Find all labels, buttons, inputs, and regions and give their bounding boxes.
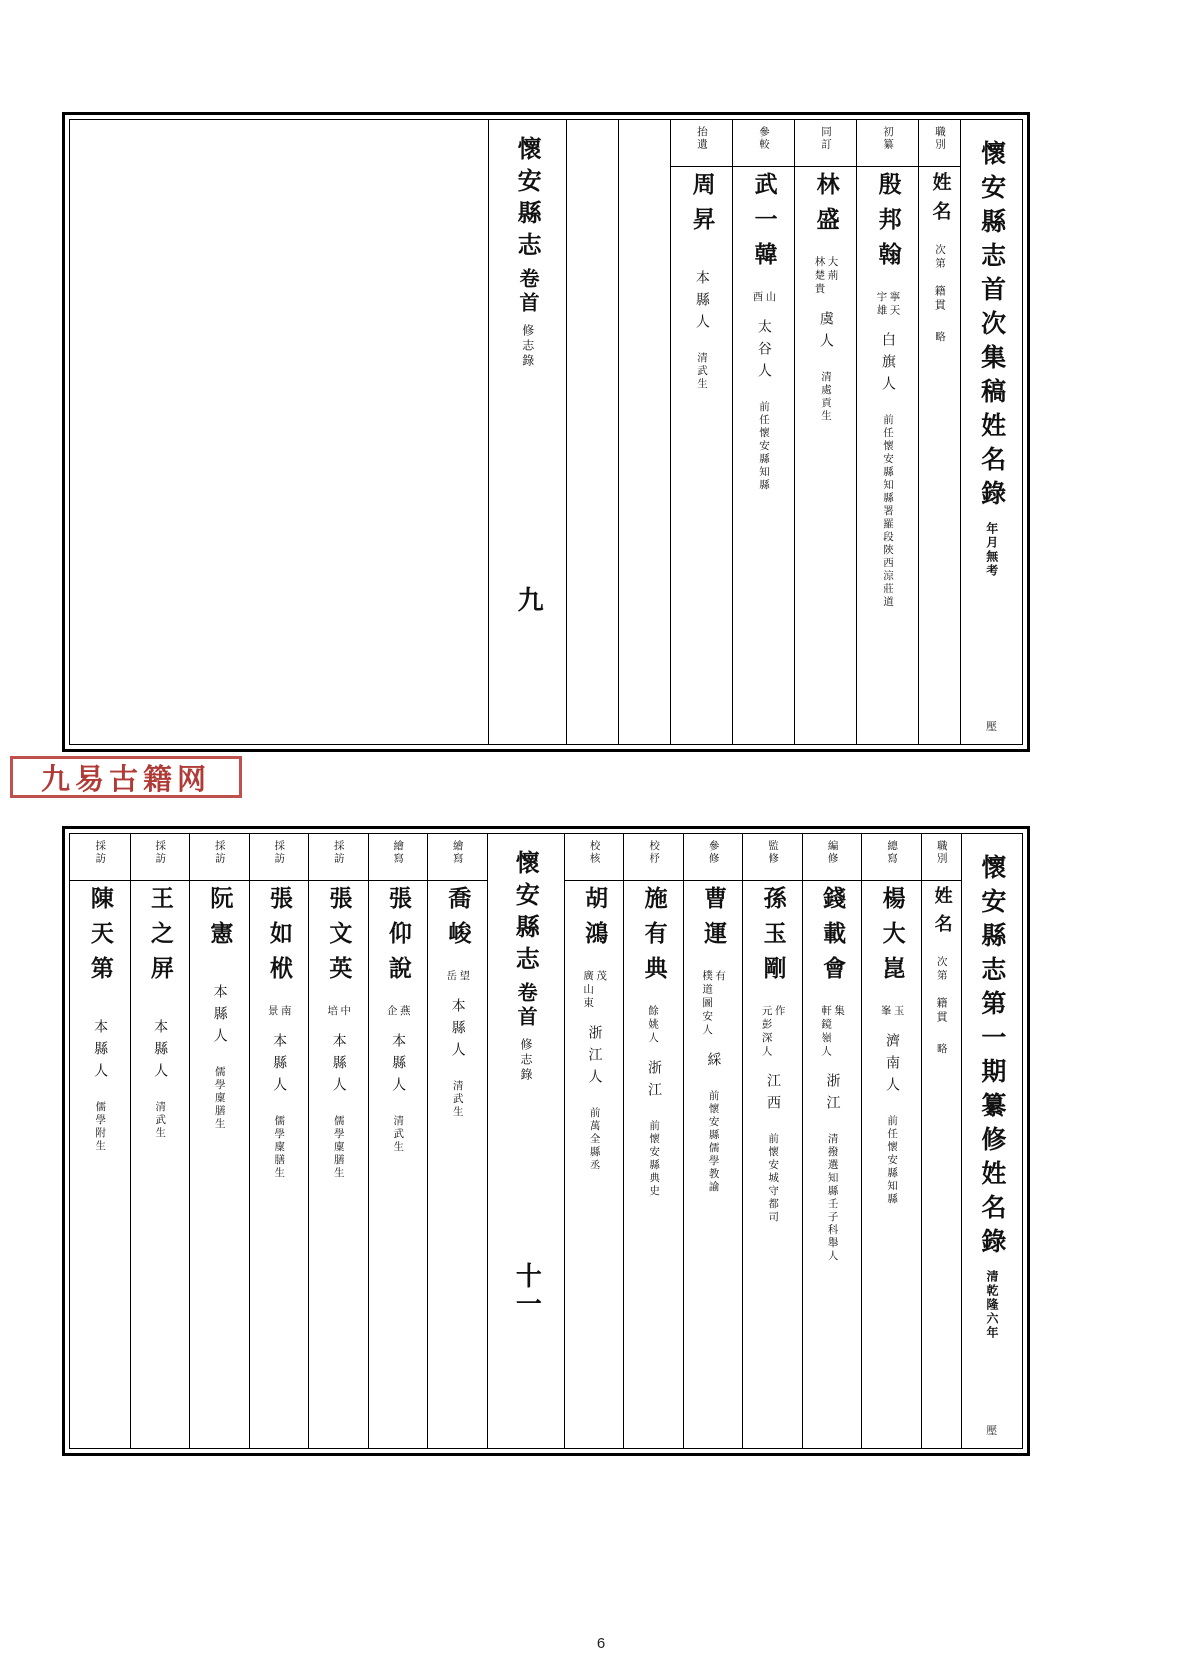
entry-note: 清武生 bbox=[451, 1079, 464, 1119]
entry-name: 喬峻 bbox=[444, 886, 472, 956]
entry-sub-right: 望 bbox=[458, 970, 471, 984]
entry-role: 監修 bbox=[767, 840, 780, 865]
entry-name: 張如栿 bbox=[265, 886, 293, 991]
entry-sub-right: 南 bbox=[279, 1005, 292, 1019]
entry-note: 前懷安縣儒學教諭 bbox=[707, 1089, 720, 1194]
entry-name: 曹運 bbox=[700, 886, 728, 956]
entry-note: 前任懷安縣知縣署羅段陝西涼莊道 bbox=[882, 414, 894, 609]
upper-entry-1 bbox=[856, 120, 918, 744]
entry-name: 楊大崑 bbox=[878, 886, 906, 991]
upper-plate-border bbox=[69, 119, 1023, 745]
legend-origin: 籍貫 bbox=[934, 997, 948, 1025]
entry-name: 周昇 bbox=[688, 172, 716, 242]
lower-entry-5 bbox=[623, 834, 683, 1448]
lower-entry-11 bbox=[189, 834, 249, 1448]
entry-sub-left: 元彭深人 bbox=[760, 1005, 773, 1059]
lower-entry-13 bbox=[70, 834, 129, 1448]
entry-role: 採訪 bbox=[213, 840, 226, 865]
lower-entry-7 bbox=[427, 834, 487, 1448]
entry-sub-left: 軒鏡嶺人 bbox=[820, 1005, 833, 1059]
spine-book-title: 懷安縣志 bbox=[511, 850, 541, 978]
entry-name: 孫玉剛 bbox=[759, 886, 787, 991]
entry-name: 胡鴻 bbox=[581, 886, 609, 956]
spine-page-label: 九 bbox=[513, 586, 544, 614]
lower-entry-2 bbox=[802, 834, 862, 1448]
entry-note: 清武生 bbox=[154, 1101, 167, 1140]
lower-plate-subtitle: 清乾隆六年 bbox=[985, 1270, 1000, 1340]
spine-page-label: 十一 bbox=[511, 1262, 542, 1318]
entry-role: 採訪 bbox=[332, 840, 345, 865]
upper-plate-legend bbox=[918, 120, 960, 744]
entry-role: 初纂 bbox=[882, 126, 894, 151]
entry-role: 總寫 bbox=[886, 840, 899, 865]
entry-role: 同訂 bbox=[820, 126, 832, 151]
legend-order: 次第 bbox=[935, 956, 948, 983]
entry-sub-left: 岳 bbox=[445, 970, 458, 984]
entry-note: 前任懷安縣知縣 bbox=[886, 1114, 899, 1206]
lower-entry-10 bbox=[249, 834, 309, 1448]
spine-section: 修志錄 bbox=[518, 1038, 533, 1083]
entry-sub-right: 作 bbox=[773, 1005, 786, 1019]
entry-origin: 浙江 bbox=[645, 1059, 662, 1104]
upper-entry-2 bbox=[794, 120, 856, 744]
entry-name: 錢載會 bbox=[819, 886, 847, 991]
entry-note: 儒學廩膳生 bbox=[213, 1066, 226, 1131]
entry-note: 前懷安縣典史 bbox=[648, 1119, 661, 1198]
entry-sub-left: 企 bbox=[385, 1005, 398, 1019]
folio-number: 6 bbox=[596, 1635, 606, 1652]
entry-sub-right: 集 bbox=[833, 1005, 846, 1019]
entry-origin: 本縣人 bbox=[271, 1032, 288, 1099]
entry-name: 王之屏 bbox=[146, 886, 174, 991]
entry-name: 林盛 bbox=[812, 172, 840, 242]
lower-plate-columns bbox=[70, 834, 1022, 1448]
entry-role: 採訪 bbox=[154, 840, 167, 865]
spine-section: 修志錄 bbox=[520, 324, 535, 369]
upper-empty-column-1 bbox=[618, 120, 670, 744]
lower-entry-12 bbox=[130, 834, 190, 1448]
entry-role: 採訪 bbox=[94, 840, 107, 865]
entry-sub-right: 茂 bbox=[595, 970, 608, 984]
entry-origin: 浙江人 bbox=[586, 1024, 603, 1091]
entry-sub-left: 林楚貴 bbox=[813, 256, 826, 297]
legend-category: 職別 bbox=[935, 840, 948, 865]
entry-origin: 綵 bbox=[705, 1051, 722, 1074]
entry-role: 繪寫 bbox=[451, 840, 464, 865]
entry-sub-left: 餘姚人 bbox=[647, 1005, 660, 1046]
lower-plate-heading bbox=[961, 834, 1022, 1448]
entry-sub-left: 宇雄 bbox=[875, 291, 888, 318]
spine-volume: 卷首 bbox=[514, 982, 539, 1030]
entry-name: 陳天第 bbox=[86, 886, 114, 991]
entry-origin: 濟南人 bbox=[883, 1032, 900, 1099]
upper-plate-subtitle: 年月無考 bbox=[984, 522, 999, 578]
lower-entry-6 bbox=[564, 834, 624, 1448]
entry-origin: 本縣人 bbox=[390, 1032, 407, 1099]
legend-category: 職別 bbox=[934, 126, 946, 151]
lower-plate-title: 懷安縣志第一期纂修姓名錄 bbox=[977, 854, 1007, 1262]
spine-book-title: 懷安縣志 bbox=[513, 136, 543, 264]
entry-role: 參修 bbox=[707, 840, 720, 865]
entry-sub-right: 燕 bbox=[398, 1005, 411, 1019]
entry-sub-left: 景 bbox=[266, 1005, 279, 1019]
lower-plate-spine bbox=[487, 834, 564, 1448]
upper-plate-spine bbox=[488, 120, 566, 744]
entry-note: 前任懷安縣知縣 bbox=[758, 400, 770, 492]
legend-order: 次第 bbox=[934, 244, 946, 271]
upper-entry-4 bbox=[670, 120, 732, 744]
seal-mark: 壓 bbox=[986, 1424, 998, 1437]
entry-role: 校杼 bbox=[648, 840, 661, 865]
seal-mark: 壓 bbox=[986, 720, 997, 733]
entry-sub-right: 山 bbox=[764, 291, 777, 305]
lower-plate-border bbox=[69, 833, 1023, 1449]
entry-sub-right: 寧天 bbox=[888, 291, 901, 318]
entry-note: 清武生 bbox=[392, 1114, 405, 1154]
upper-empty-column-2 bbox=[566, 120, 618, 744]
upper-plate-title: 懷安縣志首次集稿姓名錄 bbox=[977, 140, 1007, 514]
entry-name: 阮憲 bbox=[206, 886, 234, 956]
entry-name: 武一韓 bbox=[750, 172, 778, 277]
legend-name: 姓名 bbox=[929, 172, 952, 230]
entry-note: 前萬全縣丞 bbox=[588, 1106, 601, 1172]
entry-role: 抬遺 bbox=[696, 126, 708, 151]
legend-name: 姓名 bbox=[931, 886, 953, 942]
upper-plate-blank-area bbox=[70, 120, 488, 744]
entry-origin: 本縣人 bbox=[92, 1019, 109, 1085]
entry-role: 編修 bbox=[826, 840, 839, 865]
entry-role: 參較 bbox=[758, 126, 770, 151]
entry-note: 前懷安城守都司 bbox=[767, 1133, 780, 1224]
upper-plate-heading bbox=[960, 120, 1022, 744]
lower-plate bbox=[62, 826, 1030, 1456]
watermark-text: 九易古籍网 bbox=[40, 761, 211, 796]
legend-bio: 略 bbox=[935, 1043, 948, 1056]
entry-origin: 白旗人 bbox=[879, 332, 896, 398]
legend-bio: 略 bbox=[934, 331, 946, 344]
entry-origin: 本縣人 bbox=[211, 984, 228, 1050]
entry-name: 施有典 bbox=[640, 886, 668, 991]
entry-role: 採訪 bbox=[273, 840, 286, 865]
entry-origin: 本縣人 bbox=[330, 1032, 347, 1099]
spine-volume: 卷首 bbox=[516, 268, 540, 316]
entry-sub-right: 有 bbox=[714, 970, 727, 984]
upper-plate-columns bbox=[70, 120, 1022, 744]
entry-sub-right: 玉 bbox=[892, 1005, 905, 1019]
lower-entry-8 bbox=[368, 834, 428, 1448]
entry-note: 清處貢生 bbox=[820, 370, 832, 423]
entry-sub-left: 樸道圖安人 bbox=[701, 970, 714, 1038]
entry-origin: 本縣人 bbox=[449, 997, 466, 1064]
entry-sub-right: 大荊 bbox=[826, 256, 839, 283]
entry-note: 儒學附生 bbox=[94, 1101, 107, 1153]
entry-origin: 太谷人 bbox=[755, 318, 772, 385]
entry-sub-left: 酉 bbox=[751, 291, 764, 305]
entry-origin: 江西 bbox=[764, 1073, 781, 1117]
entry-note: 清撥選知縣壬子科舉人 bbox=[826, 1133, 839, 1263]
entry-sub-right: 中 bbox=[339, 1005, 352, 1019]
entry-sub-left: 峯 bbox=[879, 1005, 892, 1019]
entry-origin: 本縣人 bbox=[693, 270, 710, 336]
site-watermark bbox=[10, 756, 242, 798]
lower-plate-legend bbox=[921, 834, 961, 1448]
entry-origin: 虞人 bbox=[817, 310, 834, 355]
entry-note: 儒學廩膳生 bbox=[332, 1114, 345, 1180]
lower-entry-3 bbox=[742, 834, 802, 1448]
entry-sub-left: 培 bbox=[326, 1005, 339, 1019]
entry-role: 繪寫 bbox=[392, 840, 405, 865]
entry-note: 儒學廩膳生 bbox=[273, 1114, 286, 1180]
upper-entry-3 bbox=[732, 120, 794, 744]
entry-origin: 本縣人 bbox=[152, 1019, 169, 1085]
lower-entry-1 bbox=[861, 834, 921, 1448]
entry-note: 清武生 bbox=[696, 352, 708, 391]
entry-sub-left: 廣山東 bbox=[582, 970, 595, 1011]
legend-origin: 籍貫 bbox=[933, 285, 947, 313]
lower-entry-9 bbox=[308, 834, 368, 1448]
lower-entry-4 bbox=[683, 834, 743, 1448]
upper-plate bbox=[62, 112, 1030, 752]
entry-origin: 浙江 bbox=[824, 1073, 841, 1117]
entry-name: 張文英 bbox=[325, 886, 353, 991]
entry-name: 殷邦翰 bbox=[874, 172, 902, 277]
entry-name: 張仰說 bbox=[384, 886, 412, 991]
entry-role: 校核 bbox=[588, 840, 601, 865]
